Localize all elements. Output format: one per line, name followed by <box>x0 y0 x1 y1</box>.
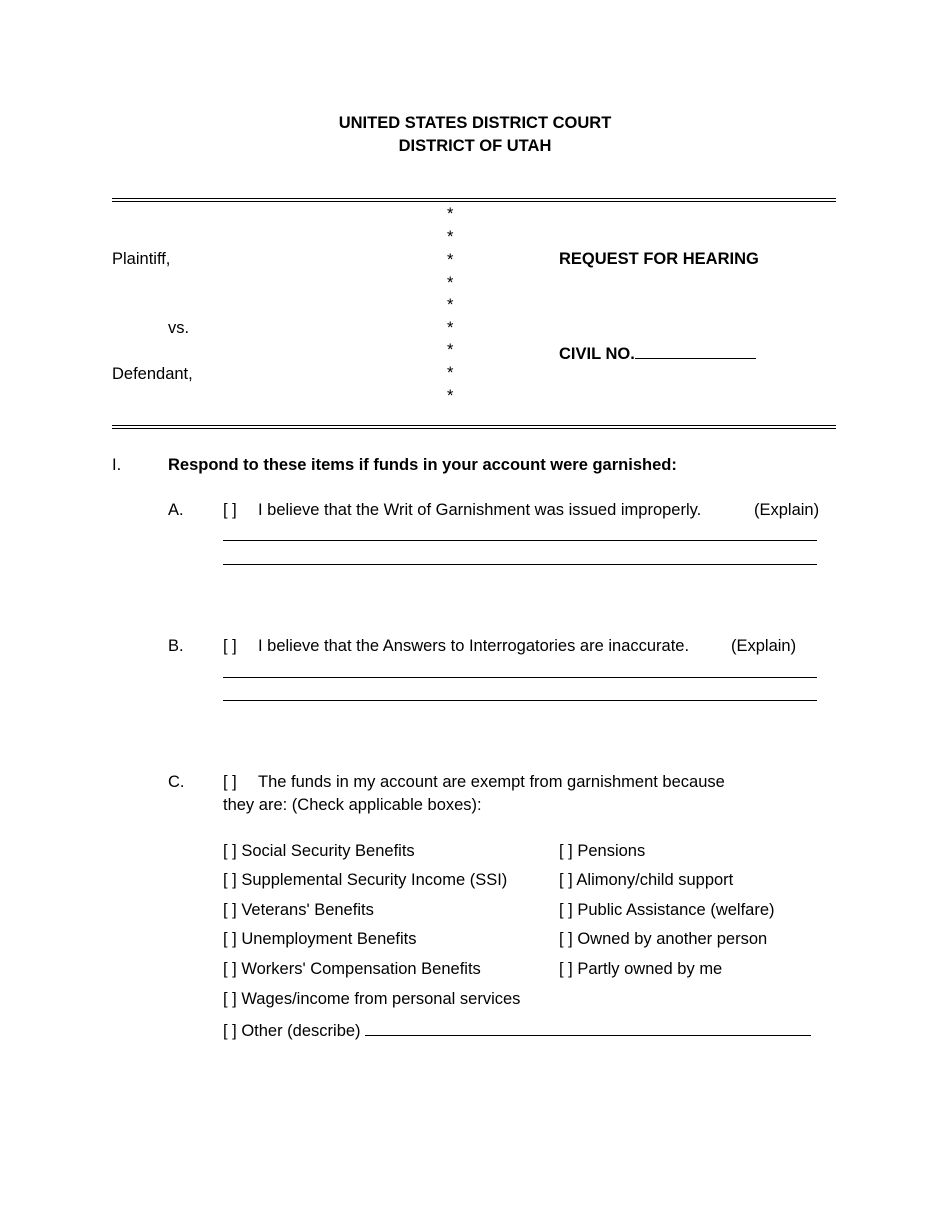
separator-star: * <box>447 341 454 359</box>
vs-label: vs. <box>168 319 190 337</box>
separator-star: * <box>447 364 454 382</box>
exemption-other-label[interactable]: [ ] Other (describe) <box>223 1022 361 1040</box>
caption-bottom-rule-2 <box>112 428 836 429</box>
item-c-text-continued: they are: (Check applicable boxes): <box>223 796 482 814</box>
exemption-social-security[interactable]: [ ] Social Security Benefits <box>223 842 415 860</box>
item-a-checkbox[interactable]: [ ] <box>223 501 237 519</box>
section-heading: Respond to these items if funds in your account were garnished: <box>168 456 677 474</box>
civil-no-field[interactable] <box>635 343 756 359</box>
exemption-other[interactable] <box>223 1020 811 1040</box>
item-a-answer-line[interactable] <box>223 540 817 541</box>
item-a-explain: (Explain) <box>754 501 820 519</box>
exemption-wages[interactable]: [ ] Wages/income from personal services <box>223 990 521 1008</box>
exemption-owned-by-another[interactable]: [ ] Owned by another person <box>559 930 768 948</box>
item-letter: A. <box>168 501 184 519</box>
caption-bottom-rule <box>112 425 836 426</box>
separator-star: * <box>447 387 454 405</box>
exemption-veterans[interactable]: [ ] Veterans' Benefits <box>223 901 374 919</box>
exemption-unemployment[interactable]: [ ] Unemployment Benefits <box>223 930 417 948</box>
defendant-label: Defendant, <box>112 365 193 383</box>
caption-top-rule <box>112 198 836 199</box>
item-b-text: I believe that the Answers to Interrogatories are inaccurate. <box>258 637 690 655</box>
item-c-text: The funds in my account are exempt from garnishment because <box>258 773 725 791</box>
separator-star: * <box>447 251 454 269</box>
item-c-checkbox[interactable]: [ ] <box>223 773 237 791</box>
separator-star: * <box>447 228 454 246</box>
court-name: UNITED STATES DISTRICT COURT <box>338 114 612 132</box>
item-b-answer-line[interactable] <box>223 700 817 701</box>
item-b-answer-line[interactable] <box>223 677 817 678</box>
civil-no <box>559 343 756 363</box>
item-b-checkbox[interactable]: [ ] <box>223 637 237 655</box>
exemption-public-assistance[interactable]: [ ] Public Assistance (welfare) <box>559 901 775 919</box>
document-title: REQUEST FOR HEARING <box>559 250 759 268</box>
court-district: DISTRICT OF UTAH <box>398 137 552 155</box>
caption-top-rule-2 <box>112 201 836 202</box>
exemption-workers-comp[interactable]: [ ] Workers' Compensation Benefits <box>223 960 481 978</box>
separator-star: * <box>447 319 454 337</box>
separator-star: * <box>447 296 454 314</box>
exemption-alimony[interactable]: [ ] Alimony/child support <box>559 871 734 889</box>
exemption-pensions[interactable]: [ ] Pensions <box>559 842 646 860</box>
item-a-answer-line[interactable] <box>223 564 817 565</box>
civil-no-label: CIVIL NO. <box>559 345 635 363</box>
separator-star: * <box>447 205 454 223</box>
item-letter: C. <box>168 773 185 791</box>
exemption-partly-owned[interactable]: [ ] Partly owned by me <box>559 960 723 978</box>
section-number: I. <box>112 456 122 474</box>
item-a-text: I believe that the Writ of Garnishment was issued improperly. <box>258 501 702 519</box>
plaintiff-label: Plaintiff, <box>112 250 171 268</box>
exemption-ssi[interactable]: [ ] Supplemental Security Income (SSI) <box>223 871 508 889</box>
item-letter: B. <box>168 637 184 655</box>
item-b-explain: (Explain) <box>731 637 797 655</box>
separator-star: * <box>447 274 454 292</box>
exemption-other-field[interactable] <box>365 1020 811 1036</box>
